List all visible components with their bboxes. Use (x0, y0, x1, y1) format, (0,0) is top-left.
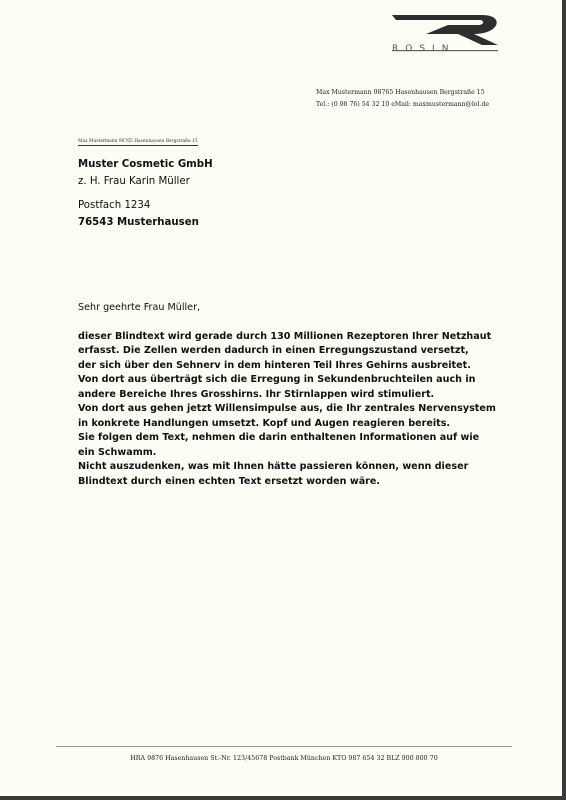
footer-divider (56, 746, 512, 747)
body-line: andere Bereiche Ihres Grosshirns. Ihr Stirnlappen wird stimuliert. (78, 388, 435, 400)
sender-block (316, 87, 489, 110)
body-line: Blindtext durch einen echten Text ersetzt worden wäre. (78, 475, 381, 487)
sender-address: Max Mustermann 98765 Hasenhausen Bergstraße 15 (316, 89, 485, 96)
logo-wordmark: ROSIN (392, 44, 456, 54)
recipient-pobox: Postfach 1234 (78, 200, 151, 211)
recipient-company: Muster Cosmetic GmbH (78, 159, 213, 170)
sender-contact: Tel.: (0 98 76) 54 32 10 eMail: maxmustermann@lol.de (316, 100, 490, 108)
body-line: Sie folgen dem Text, nehmen die darin enthaltenen Informationen auf wie (78, 432, 480, 443)
body-line: Nicht auszudenken, was mit Ihnen hätte passieren können, wenn dieser (78, 461, 469, 472)
recipient-address (78, 156, 213, 231)
salutation: Sehr geehrte Frau Müller, (78, 302, 201, 313)
body-line: erfasst. Die Zellen werden dadurch in einen Erregungszustand versetzt, (78, 345, 469, 356)
body-line: Von dort aus überträgt sich die Erregung in Sekundenbruchteilen auch in (78, 374, 476, 385)
body-line: der sich über den Sehnerv in dem hinteren Teil Ihres Gehirns ausbreitet. (78, 359, 471, 371)
recipient-attention: z. H. Frau Karin Müller (78, 176, 190, 187)
body-line: in konkrete Handlungen umsetzt. Kopf und Augen reagieren bereits. (78, 417, 451, 429)
body-line: dieser Blindtext wird gerade durch 130 Millionen Rezeptoren Ihrer Netzhaut (78, 330, 492, 342)
body-line: Von dort aus gehen jetzt Willensimpulse aus, die Ihr zentrales Nervensystem (78, 403, 496, 414)
footer-info: HRA 9876 Hasenhausen St.-Nr. 123/45678 Postbank München KTO 987 654 32 BLZ 900 800 70 (130, 755, 438, 762)
body-line: ein Schwamm. (78, 446, 157, 458)
recipient-city: 76543 Musterhausen (78, 217, 199, 228)
letter-body (78, 301, 518, 489)
address-gap (78, 190, 213, 197)
return-address-line: Max Mustermann 98765 Hasenhausen Bergstraße 15 (78, 139, 198, 144)
